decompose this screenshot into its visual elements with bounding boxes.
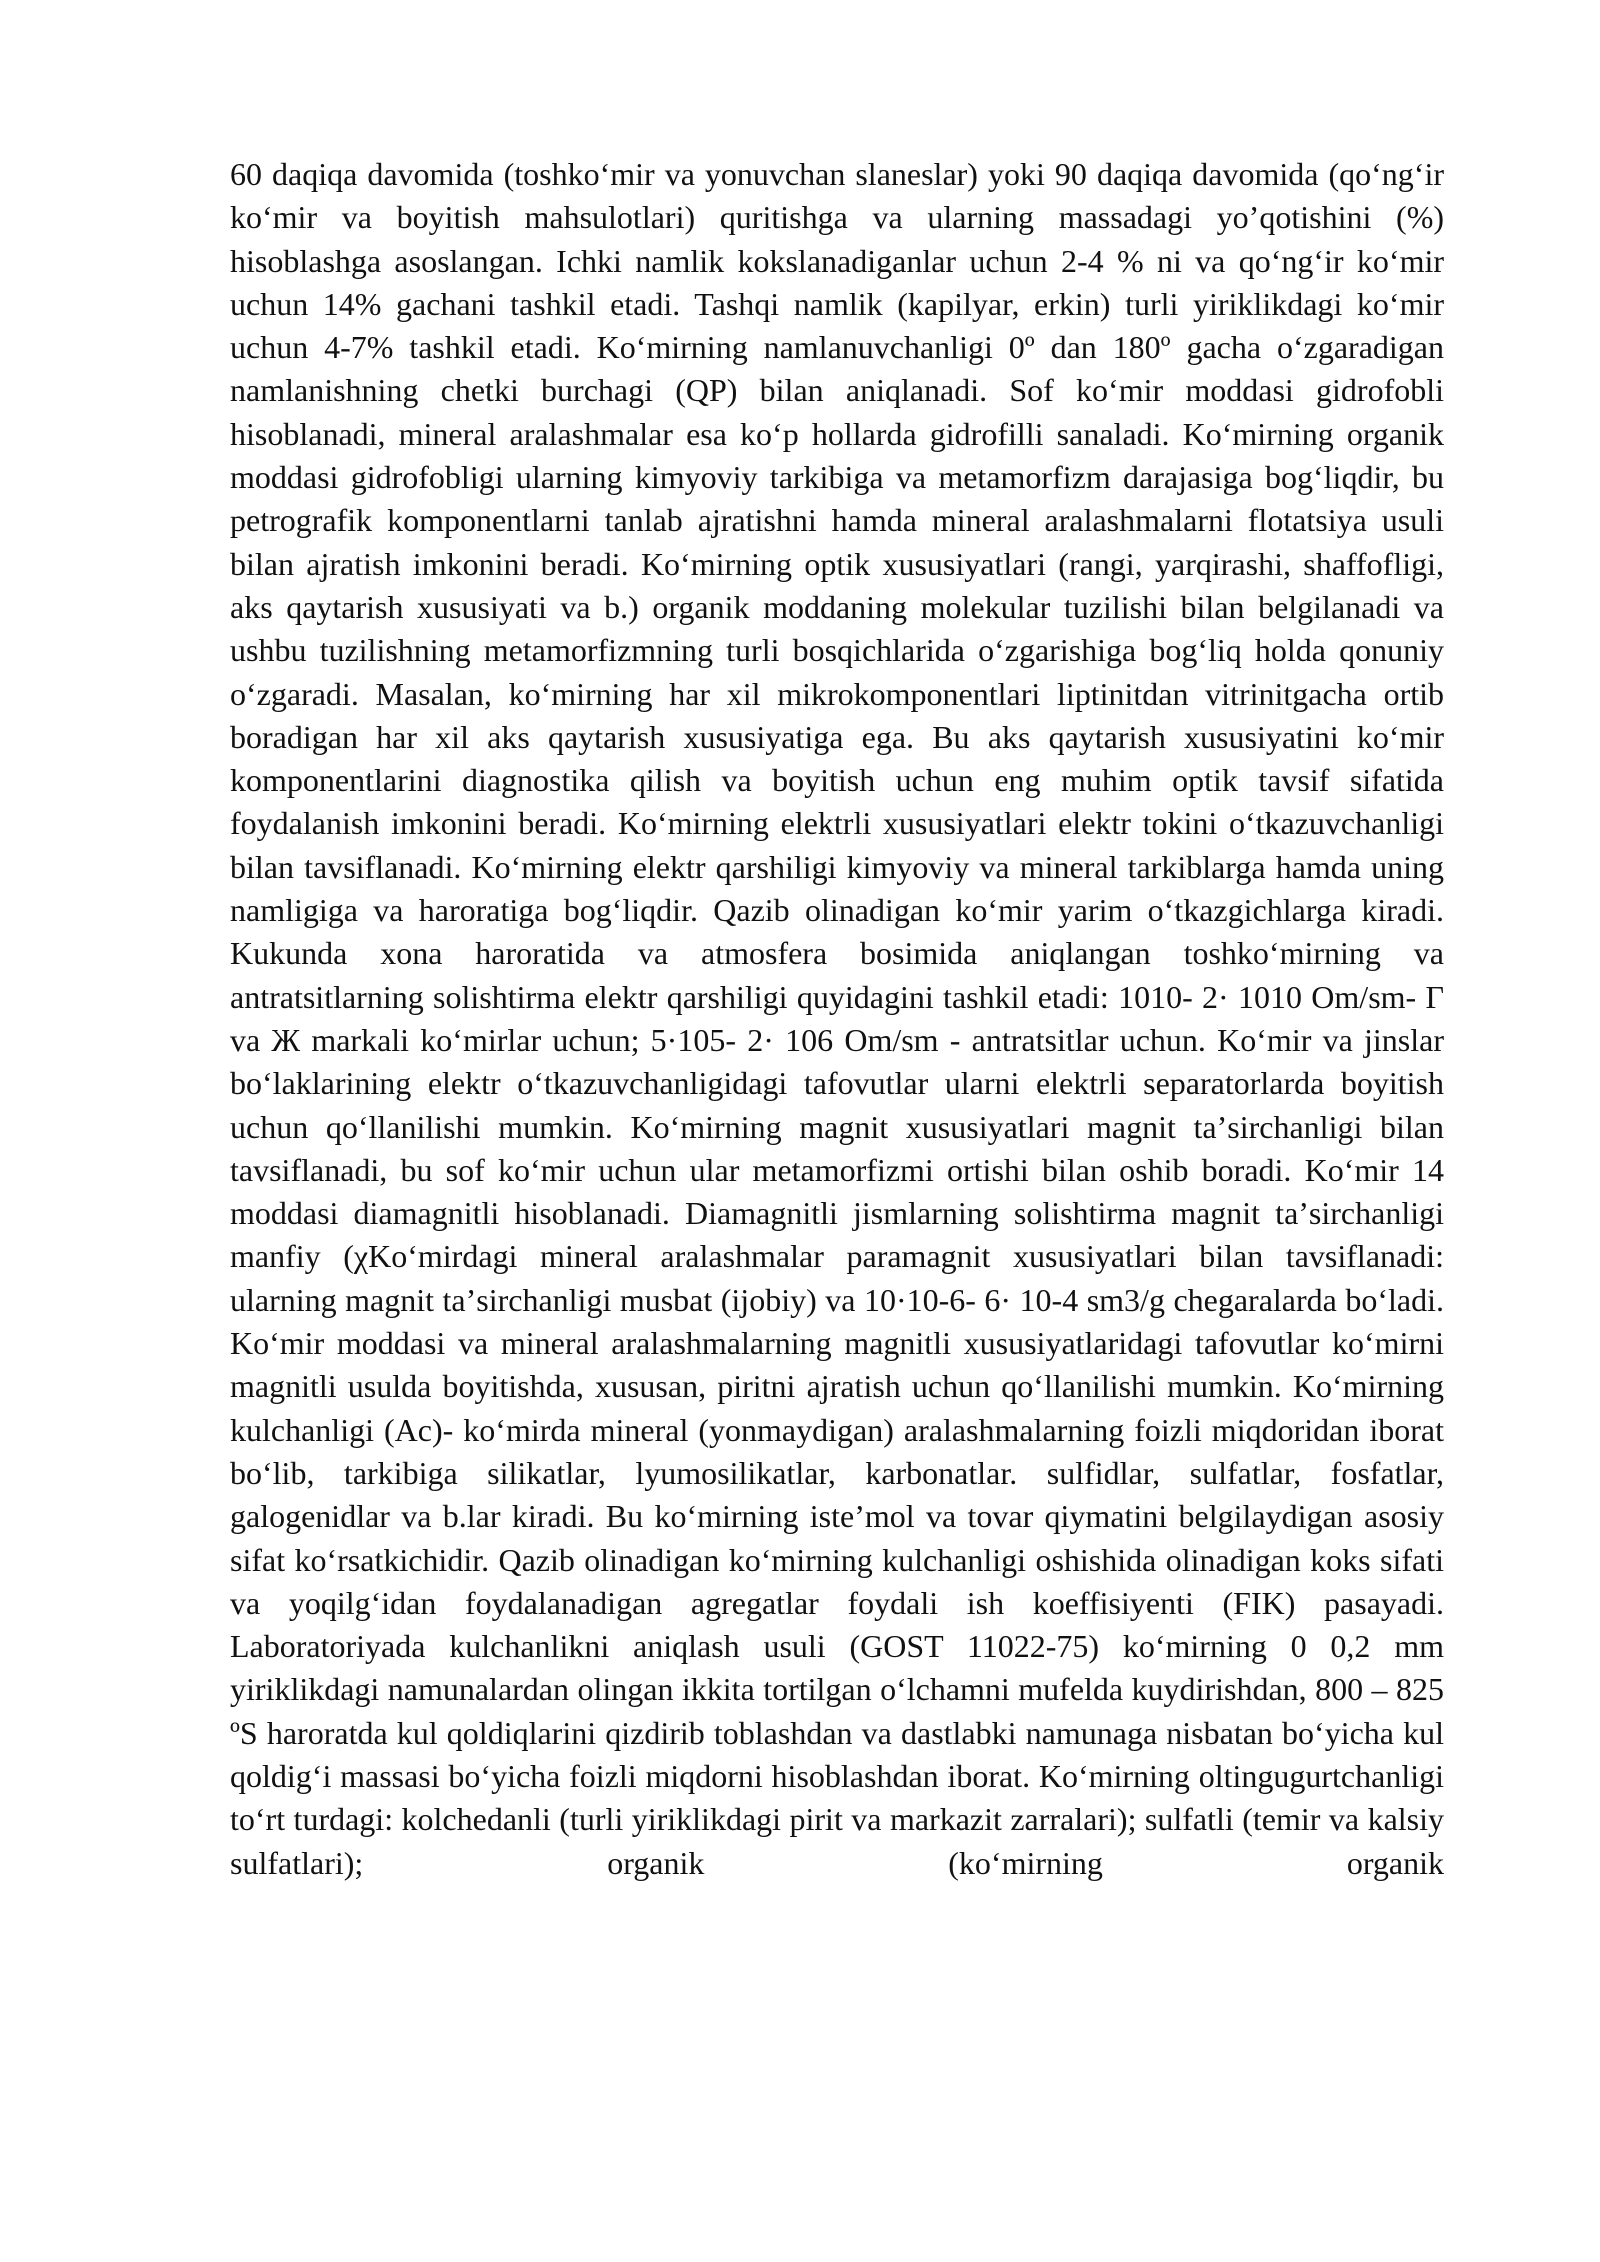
body-paragraph: 60 daqiqa davomida (toshkoʻmir va yonuvchan slaneslar) yoki 90 daqiqa davomida (qoʻngʻir koʻmir va boyitish mahsulotlari) quritishga va ularning massadagi yoʼqotishini (%) hisoblashga asoslangan. Ichki namlik kokslanadiganlar uchun 2-4 % ni va qoʻngʻir koʻmir uchun 14% gachani tashkil etadi. Tashqi namlik (kapilyar, erkin) turli yiriklikdagi koʻmir uchun 4-7% tashkil etadi. Koʻmirning namlanuvchanligi 0º dan 180º gacha oʻzgaradigan namlanishning chetki burchagi (QP) bilan aniqlanadi. Sof koʻmir moddasi gidrofobli hisoblanadi, mineral aralashmalar esa koʻp hollarda gidrofilli sanaladi. Koʻmirning organik moddasi gidrofobligi ularning kimyoviy tarkibiga va metamorfizm darajasiga bogʻliqdir, bu petrografik komponentlarni tanlab ajratishni hamda mineral aralashmalarni flotatsiya usuli bilan ajratish imkonini beradi. Koʻmirning optik xususiyatlari (rangi, yarqirashi, shaffofligi, aks qaytarish xususiyati va b.) organik moddaning molekular tuzilishi bilan belgilanadi va ushbu tuzilishning metamorfizmning turli bosqichlarida oʻzgarishiga bogʻliq holda qonuniy oʻzgaradi. Masalan, koʻmirning har xil mikrokomponentlari liptinitdan vitrinitgacha ortib boradigan har xil aks qaytarish xususiyatiga ega. Bu aks qaytarish xususiyatini koʻmir komponentlarini diagnostika qilish va boyitish uchun eng muhim optik tavsif sifatida foydalanish imkonini beradi. Koʻmirning elektrli xususiyatlari elektr tokini oʻtkazuvchanligi bilan tavsiflanadi. Koʻmirning elektr qarshiligi kimyoviy va mineral tarkiblarga hamda uning namligiga va haroratiga bogʻliqdir. Qazib olinadigan koʻmir yarim oʻtkazgichlarga kiradi. Kukunda xona haroratida va atmosfera bosimida aniqlangan toshkoʻmirning va antratsitlarning solishtirma elektr qarshiligi quyidagini tashkil etadi: 1010- 2· 1010 Om/sm- Г va Ж markali koʻmirlar uchun; 5·105- 2· 106 Om/sm - antratsitlar uchun. Koʻmir va jinslar boʻlaklarining elektr oʻtkazuvchanligidagi tafovutlar ularni elektrli separatorlarda boyitish uchun qoʻllanilishi mumkin. Koʻmirning magnit xususiyatlari magnit taʼsirchanligi bilan tavsiflanadi, bu sof koʻmir uchun ular metamorfizmi ortishi bilan oshib boradi. Koʻmir 14 moddasi diamagnitli hisoblanadi. Diamagnitli jismlarning solishtirma magnit taʼsirchanligi manfiy (χKoʻmirdagi mineral aralashmalar paramagnit xususiyatlari bilan tavsiflanadi: ularning magnit taʼsirchanligi musbat (ijobiy) va 10·10-6- 6· 10-4 sm3/g chegaralarda boʻladi. Koʻmir moddasi va mineral aralashmalarning magnitli xususiyatlaridagi tafovutlar koʻmirni magnitli usulda boyitishda, xususan, piritni ajratish uchun qoʻllanilishi mumkin. Koʻmirning kulchanligi (Ac)- koʻmirda mineral (yonmaydigan) aralashmalarning foizli miqdoridan iborat boʻlib, tarkibiga silikatlar, lyumosilikatlar, karbonatlar. sulfidlar, sulfatlar, fosfatlar, galogenidlar va b.lar kiradi. Bu koʻmirning isteʼmol va tovar qiymatini belgilaydigan asosiy sifat koʻrsatkichidir. Qazib olinadigan koʻmirning kulchanligi oshishida olinadigan koks sifati va yoqilgʻidan foydalanadigan agregatlar foydali ish koeffisiyenti (FIK) pasayadi. Laboratoriyada kulchanlikni aniqlash usuli (GOST 11022-75) koʻmirning 0 0,2 mm yiriklikdagi namunalardan olingan ikkita tortilgan oʻlchamni mufelda kuydirishdan, 800 – 825 ºS haroratda kul qoldiqlarini qizdirib toblashdan va dastlabki namunaga nisbatan boʻyicha kul qoldigʻi massasi boʻyicha foizli miqdorni hisoblashdan iborat. Koʻmirning oltingugurtchanligi toʻrt turdagi: kolchedanli (turli yiriklikdagi pirit va markazit zarralari); sulfatli (temir va kalsiy sulfatlari); organik (koʻmirning organik xyxy=(230,156,1444,1881)
